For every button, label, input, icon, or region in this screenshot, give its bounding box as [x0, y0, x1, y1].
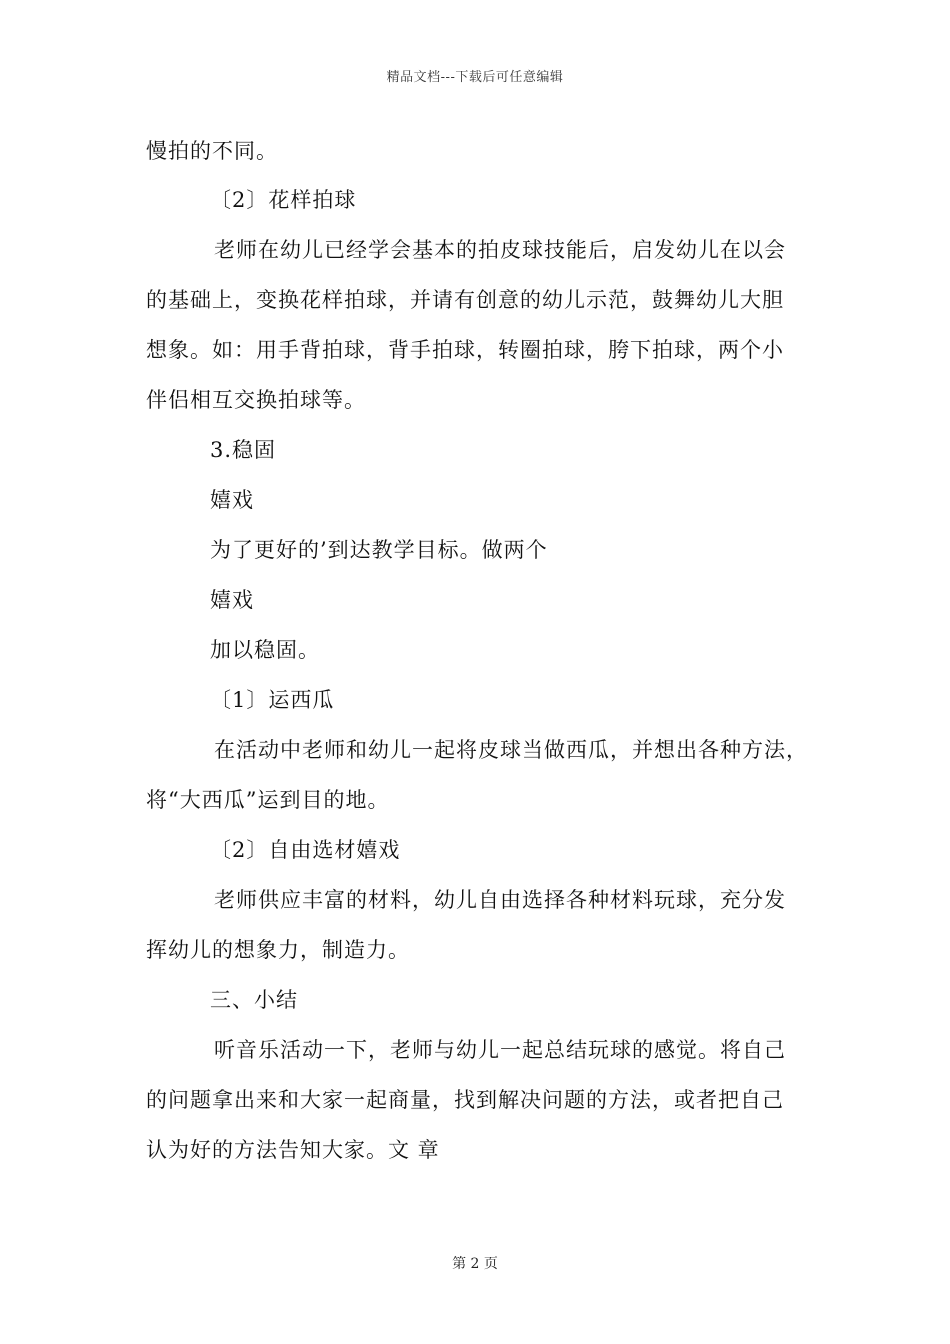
paragraph-line: 挥幼儿的想象力，制造力。	[146, 938, 410, 962]
page-number: 第 2 页	[452, 1256, 498, 1272]
paragraph-line: 嬉戏	[210, 588, 254, 612]
paragraph-line: 老师供应丰富的材料，幼儿自由选择各种材料玩球，充分发	[214, 888, 786, 912]
paragraph-line: 将“大西瓜”运到目的地。	[146, 788, 390, 812]
section-heading: 〔2〕花样拍球	[210, 188, 357, 212]
paragraph-line: 伴侣相互交换拍球等。	[146, 388, 366, 412]
paragraph-line: 为了更好的’到达教学目标。做两个	[210, 538, 548, 562]
paragraph-line: 老师在幼儿已经学会基本的拍皮球技能后，启发幼儿在以会	[214, 238, 786, 262]
section-heading: 〔2〕自由选材嬉戏	[210, 838, 401, 862]
paragraph-line: 听音乐活动一下，老师与幼儿一起总结玩球的感觉。将自己	[214, 1038, 786, 1062]
paragraph-line: 在活动中老师和幼儿一起将皮球当做西瓜，并想出各种方法，	[214, 738, 808, 762]
section-heading: 3.稳固	[210, 438, 277, 462]
paragraph-line: 认为好的方法告知大家。文 章	[146, 1138, 440, 1162]
page-header: 精品文档---下载后可任意编辑	[386, 70, 564, 85]
section-heading: 〔1〕运西瓜	[210, 688, 335, 712]
paragraph-line: 慢拍的不同。	[146, 139, 278, 163]
paragraph-line: 加以稳固。	[210, 638, 320, 662]
paragraph-line: 想象。如：用手背拍球，背手拍球，转圈拍球，胯下拍球，两个小	[146, 338, 784, 362]
paragraph-line: 的基础上，变换花样拍球，并请有创意的幼儿示范，鼓舞幼儿大胆	[146, 288, 784, 312]
section-heading: 三、小结	[210, 988, 298, 1012]
paragraph-line: 嬉戏	[210, 488, 254, 512]
paragraph-line: 的问题拿出来和大家一起商量，找到解决问题的方法，或者把自己	[146, 1088, 784, 1112]
